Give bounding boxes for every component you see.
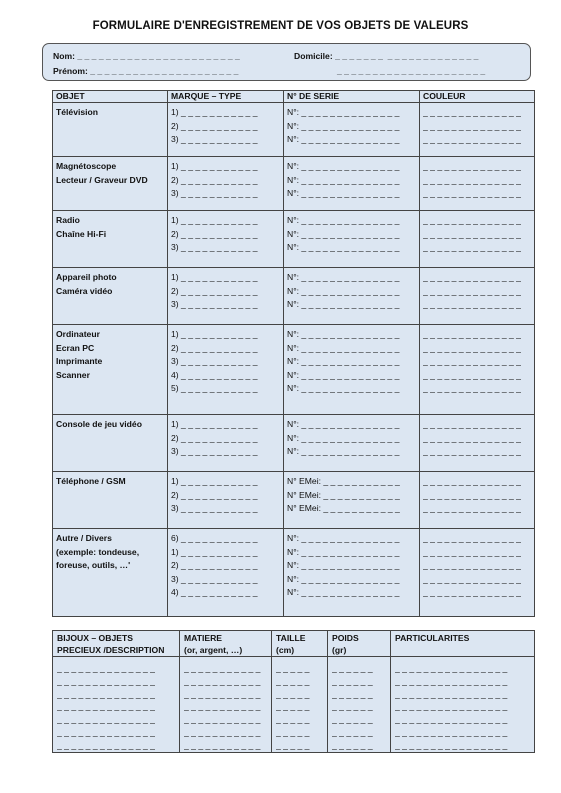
bijoux-line[interactable]: _ _ _ _ _ _ _ _ _ _ _ _ _ _: [57, 726, 155, 737]
object-cell: [53, 268, 168, 325]
couleur-line[interactable]: _ _ _ _ _ _ _ _ _ _ _ _ _ _: [423, 503, 521, 513]
poids-cell: [328, 657, 391, 753]
couleur-line[interactable]: _ _ _ _ _ _ _ _ _ _ _ _ _ _: [423, 134, 521, 144]
bijoux-line[interactable]: _ _ _ _ _: [276, 714, 310, 725]
marque-line[interactable]: 3) _ _ _ _ _ _ _ _ _ _ _: [171, 356, 258, 366]
serie-line[interactable]: N°: _ _ _ _ _ _ _ _ _ _ _ _ _ _: [287, 342, 400, 353]
bijoux-line[interactable]: _ _ _ _ _ _ _ _ _ _ _ _ _ _: [57, 701, 155, 712]
couleur-cell: [420, 157, 535, 211]
serie-cell: [284, 211, 420, 268]
object-cell: [53, 157, 168, 211]
couleur-line[interactable]: _ _ _ _ _ _ _ _ _ _ _ _ _ _: [423, 369, 521, 380]
bijoux-line[interactable]: _ _ _ _ _ _ _ _ _ _ _ _ _ _ _ _: [395, 701, 508, 712]
serie-line[interactable]: N°: _ _ _ _ _ _ _ _ _ _ _ _ _ _: [287, 329, 400, 339]
bijoux-line[interactable]: _ _ _ _ _ _: [332, 688, 373, 699]
header-objet: OBJET: [53, 91, 168, 103]
serie-line[interactable]: N°: _ _ _ _ _ _ _ _ _ _ _ _ _ _: [287, 174, 400, 185]
bijoux-line[interactable]: _ _ _ _ _ _: [332, 663, 373, 673]
marque-line[interactable]: 1) _ _ _ _ _ _ _ _ _ _ _: [171, 329, 258, 339]
header-matiere: MATIERE (or, argent, …): [180, 631, 272, 657]
marque-cell: [168, 529, 284, 617]
bijoux-line[interactable]: _ _ _ _ _ _ _ _ _ _ _: [184, 701, 261, 712]
object-row: [53, 211, 535, 268]
couleur-cell: [420, 472, 535, 529]
bijoux-line[interactable]: _ _ _ _ _: [276, 726, 310, 737]
object-cell: [53, 325, 168, 415]
serie-line[interactable]: N°: _ _ _ _ _ _ _ _ _ _ _ _ _ _: [287, 107, 400, 117]
marque-cell: [168, 211, 284, 268]
couleur-line[interactable]: _ _ _ _ _ _ _ _ _ _ _ _ _ _: [423, 342, 521, 353]
header-particularites: PARTICULARITES: [391, 631, 535, 657]
bijoux-line[interactable]: _ _ _ _ _ _ _ _ _ _ _ _ _ _: [57, 714, 155, 725]
bijoux-line[interactable]: _ _ _ _ _: [276, 701, 310, 712]
serie-line[interactable]: N°: _ _ _ _ _ _ _ _ _ _ _ _ _ _: [287, 134, 400, 144]
serie-line[interactable]: N°: _ _ _ _ _ _ _ _ _ _ _ _ _ _: [287, 299, 400, 309]
marque-line[interactable]: 3) _ _ _ _ _ _ _ _ _ _ _: [171, 573, 258, 584]
object-cell: [53, 472, 168, 529]
object-row: [53, 103, 535, 157]
couleur-line[interactable]: _ _ _ _ _ _ _ _ _ _ _ _ _ _: [423, 356, 521, 366]
object-cell: [53, 529, 168, 617]
couleur-cell: [420, 529, 535, 617]
marque-line[interactable]: 3) _ _ _ _ _ _ _ _ _ _ _: [171, 503, 258, 513]
bijoux-line[interactable]: _ _ _ _ _ _ _ _ _ _ _: [184, 688, 261, 699]
serie-line[interactable]: N°: _ _ _ _ _ _ _ _ _ _ _ _ _ _: [287, 419, 400, 429]
bijoux-line[interactable]: _ _ _ _ _: [276, 675, 310, 686]
object-cell: [53, 103, 168, 157]
description-cell: [53, 657, 180, 753]
couleur-cell: [420, 325, 535, 415]
serie-line[interactable]: N°: _ _ _ _ _ _ _ _ _ _ _ _ _ _: [287, 533, 400, 543]
bijoux-line[interactable]: _ _ _ _ _ _ _ _ _ _ _ _ _ _: [57, 739, 155, 750]
marque-cell: [168, 415, 284, 472]
serie-cell: [284, 415, 420, 472]
serie-line[interactable]: N°: _ _ _ _ _ _ _ _ _ _ _ _ _ _: [287, 560, 400, 570]
marque-line[interactable]: 1) _ _ _ _ _ _ _ _ _ _ _: [171, 272, 258, 282]
bijoux-line[interactable]: _ _ _ _ _ _ _ _ _ _ _: [184, 675, 261, 686]
bijoux-table-row: [53, 657, 535, 753]
couleur-line[interactable]: _ _ _ _ _ _ _ _ _ _ _ _ _ _: [423, 228, 521, 239]
domicile-field-line2[interactable]: _ _ _ _ _ _ _ _ _ _ _ _ _ _ _ _ _ _ _ _ _: [337, 66, 486, 76]
serie-line[interactable]: N° EMei: _ _ _ _ _ _ _ _ _ _ _: [287, 489, 400, 500]
couleur-line[interactable]: _ _ _ _ _ _ _ _ _ _ _ _ _ _: [423, 188, 521, 198]
prenom-field[interactable]: Prénom: _ _ _ _ _ _ _ _ _ _ _ _ _ _ _ _ _ _ _ _ _: [53, 66, 239, 76]
marque-cell: [168, 268, 284, 325]
header-bijoux-description: BIJOUX – OBJETS PRECIEUX /DESCRIPTION: [53, 631, 180, 657]
bijoux-line[interactable]: _ _ _ _ _ _: [332, 739, 373, 750]
marque-line[interactable]: 2) _ _ _ _ _ _ _ _ _ _ _: [171, 228, 258, 239]
bijoux-table-header: [53, 631, 535, 657]
object-row: [53, 472, 535, 529]
object-row: [53, 268, 535, 325]
object-label: Radio Chaîne Hi-Fi: [56, 215, 107, 239]
header-poids: POIDS (gr): [328, 631, 391, 657]
marque-line[interactable]: 3) _ _ _ _ _ _ _ _ _ _ _: [171, 134, 258, 144]
serie-line[interactable]: N° EMei: _ _ _ _ _ _ _ _ _ _ _: [287, 503, 400, 513]
bijoux-line[interactable]: _ _ _ _ _ _ _ _ _ _ _: [184, 663, 261, 673]
bijoux-line[interactable]: _ _ _ _ _ _ _ _ _ _ _ _ _ _ _ _: [395, 663, 508, 673]
marque-cell: [168, 103, 284, 157]
serie-line[interactable]: N°: _ _ _ _ _ _ _ _ _ _ _ _ _ _: [287, 272, 400, 282]
couleur-line[interactable]: _ _ _ _ _ _ _ _ _ _ _ _ _ _: [423, 560, 521, 570]
marque-line[interactable]: 2) _ _ _ _ _ _ _ _ _ _ _: [171, 342, 258, 353]
serie-line[interactable]: N°: _ _ _ _ _ _ _ _ _ _ _ _ _ _: [287, 188, 400, 198]
matiere-cell: [180, 657, 272, 753]
couleur-line[interactable]: _ _ _ _ _ _ _ _ _ _ _ _ _ _: [423, 446, 521, 456]
couleur-cell: [420, 211, 535, 268]
serie-line[interactable]: N° EMei: _ _ _ _ _ _ _ _ _ _ _: [287, 476, 400, 486]
couleur-line[interactable]: _ _ _ _ _ _ _ _ _ _ _ _ _ _: [423, 161, 521, 171]
couleur-line[interactable]: _ _ _ _ _ _ _ _ _ _ _ _ _ _: [423, 299, 521, 309]
serie-cell: [284, 157, 420, 211]
objects-table: [52, 90, 535, 617]
serie-line[interactable]: N°: _ _ _ _ _ _ _ _ _ _ _ _ _ _: [287, 161, 400, 171]
object-label: Console de jeu vidéo: [56, 419, 142, 429]
domicile-field[interactable]: Domicile: _ _ _ _ _ _ _ _ _ _ _ _ _ _ _ _ _ _ _ _: [294, 51, 479, 61]
couleur-line[interactable]: _ _ _ _ _ _ _ _ _ _ _ _ _ _: [423, 476, 521, 486]
marque-line[interactable]: 3) _ _ _ _ _ _ _ _ _ _ _: [171, 299, 258, 309]
object-label: Télévision: [56, 107, 99, 117]
marque-line[interactable]: 2) _ _ _ _ _ _ _ _ _ _ _: [171, 120, 258, 131]
object-row: [53, 529, 535, 617]
marque-line[interactable]: 1) _ _ _ _ _ _ _ _ _ _ _: [171, 476, 258, 486]
bijoux-line[interactable]: _ _ _ _ _ _: [332, 701, 373, 712]
serie-cell: [284, 472, 420, 529]
marque-line[interactable]: 4) _ _ _ _ _ _ _ _ _ _ _: [171, 587, 258, 597]
couleur-line[interactable]: _ _ _ _ _ _ _ _ _ _ _ _ _ _: [423, 272, 521, 282]
couleur-line[interactable]: _ _ _ _ _ _ _ _ _ _ _ _ _ _: [423, 587, 521, 597]
serie-line[interactable]: N°: _ _ _ _ _ _ _ _ _ _ _ _ _ _: [287, 573, 400, 584]
serie-line[interactable]: N°: _ _ _ _ _ _ _ _ _ _ _ _ _ _: [287, 446, 400, 456]
couleur-line[interactable]: _ _ _ _ _ _ _ _ _ _ _ _ _ _: [423, 329, 521, 339]
bijoux-line[interactable]: _ _ _ _ _ _ _ _ _ _ _ _ _ _ _ _: [395, 688, 508, 699]
object-label: Appareil photo Caméra vidéo: [56, 272, 117, 296]
couleur-line[interactable]: _ _ _ _ _ _ _ _ _ _ _ _ _ _: [423, 419, 521, 429]
object-cell: [53, 415, 168, 472]
bijoux-line[interactable]: _ _ _ _ _ _ _ _ _ _ _ _ _ _ _ _: [395, 726, 508, 737]
serie-line[interactable]: N°: _ _ _ _ _ _ _ _ _ _ _ _ _ _: [287, 432, 400, 443]
marque-line[interactable]: 3) _ _ _ _ _ _ _ _ _ _ _: [171, 446, 258, 456]
couleur-line[interactable]: _ _ _ _ _ _ _ _ _ _ _ _ _ _: [423, 120, 521, 131]
marque-line[interactable]: 4) _ _ _ _ _ _ _ _ _ _ _: [171, 369, 258, 380]
couleur-line[interactable]: _ _ _ _ _ _ _ _ _ _ _ _ _ _: [423, 174, 521, 185]
page-title: FORMULAIRE D'ENREGISTREMENT DE VOS OBJETS DE VALEURS: [92, 20, 469, 32]
couleur-line[interactable]: _ _ _ _ _ _ _ _ _ _ _ _ _ _: [423, 107, 521, 117]
bijoux-line[interactable]: _ _ _ _ _ _ _ _ _ _ _ _ _ _ _ _: [395, 714, 508, 725]
bijoux-table: [52, 630, 535, 753]
couleur-line[interactable]: _ _ _ _ _ _ _ _ _ _ _ _ _ _: [423, 242, 521, 252]
serie-line[interactable]: N°: _ _ _ _ _ _ _ _ _ _ _ _ _ _: [287, 369, 400, 380]
object-row: [53, 325, 535, 415]
object-row: [53, 415, 535, 472]
serie-cell: [284, 268, 420, 325]
marque-cell: [168, 157, 284, 211]
marque-line[interactable]: 6) _ _ _ _ _ _ _ _ _ _ _: [171, 533, 258, 543]
objects-table-header: [53, 91, 535, 103]
couleur-line[interactable]: _ _ _ _ _ _ _ _ _ _ _ _ _ _: [423, 533, 521, 543]
object-label: Ordinateur Ecran PC Imprimante Scanner: [56, 329, 103, 380]
bijoux-line[interactable]: _ _ _ _ _: [276, 688, 310, 699]
couleur-line[interactable]: _ _ _ _ _ _ _ _ _ _ _ _ _ _: [423, 215, 521, 225]
serie-line[interactable]: N°: _ _ _ _ _ _ _ _ _ _ _ _ _ _: [287, 120, 400, 131]
bijoux-line[interactable]: _ _ _ _ _ _ _ _ _ _ _ _ _ _: [57, 688, 155, 699]
marque-line[interactable]: 2) _ _ _ _ _ _ _ _ _ _ _: [171, 489, 258, 500]
couleur-line[interactable]: _ _ _ _ _ _ _ _ _ _ _ _ _ _: [423, 489, 521, 500]
marque-line[interactable]: 1) _ _ _ _ _ _ _ _ _ _ _: [171, 161, 258, 171]
taille-cell: [272, 657, 328, 753]
serie-line[interactable]: N°: _ _ _ _ _ _ _ _ _ _ _ _ _ _: [287, 215, 400, 225]
marque-line[interactable]: 2) _ _ _ _ _ _ _ _ _ _ _: [171, 432, 258, 443]
bijoux-line[interactable]: _ _ _ _ _ _ _ _ _ _ _ _ _ _ _ _: [395, 675, 508, 686]
couleur-line[interactable]: _ _ _ _ _ _ _ _ _ _ _ _ _ _: [423, 546, 521, 557]
bijoux-line[interactable]: _ _ _ _ _ _: [332, 675, 373, 686]
header-numero-serie: N° DE SERIE: [284, 91, 420, 103]
bijoux-line[interactable]: _ _ _ _ _ _ _ _ _ _ _ _ _ _: [57, 663, 155, 673]
bijoux-line[interactable]: _ _ _ _ _ _ _ _ _ _ _ _ _ _ _ _: [395, 739, 508, 750]
header-taille: TAILLE (cm): [272, 631, 328, 657]
serie-line[interactable]: N°: _ _ _ _ _ _ _ _ _ _ _ _ _ _: [287, 356, 400, 366]
marque-line[interactable]: 3) _ _ _ _ _ _ _ _ _ _ _: [171, 188, 258, 198]
marque-line[interactable]: 5) _ _ _ _ _ _ _ _ _ _ _: [171, 383, 258, 393]
object-label: Téléphone / GSM: [56, 476, 126, 486]
bijoux-line[interactable]: _ _ _ _ _ _ _ _ _ _ _: [184, 726, 261, 737]
serie-line[interactable]: N°: _ _ _ _ _ _ _ _ _ _ _ _ _ _: [287, 587, 400, 597]
marque-line[interactable]: 2) _ _ _ _ _ _ _ _ _ _ _: [171, 174, 258, 185]
couleur-cell: [420, 103, 535, 157]
marque-line[interactable]: 3) _ _ _ _ _ _ _ _ _ _ _: [171, 242, 258, 252]
couleur-line[interactable]: _ _ _ _ _ _ _ _ _ _ _ _ _ _: [423, 573, 521, 584]
marque-line[interactable]: 1) _ _ _ _ _ _ _ _ _ _ _: [171, 419, 258, 429]
serie-line[interactable]: N°: _ _ _ _ _ _ _ _ _ _ _ _ _ _: [287, 285, 400, 296]
object-row: [53, 157, 535, 211]
serie-cell: [284, 103, 420, 157]
marque-line[interactable]: 1) _ _ _ _ _ _ _ _ _ _ _: [171, 215, 258, 225]
bijoux-line[interactable]: _ _ _ _ _ _: [332, 726, 373, 737]
bijoux-line[interactable]: _ _ _ _ _ _ _ _ _ _ _: [184, 714, 261, 725]
marque-line[interactable]: 2) _ _ _ _ _ _ _ _ _ _ _: [171, 560, 258, 570]
marque-cell: [168, 325, 284, 415]
serie-line[interactable]: N°: _ _ _ _ _ _ _ _ _ _ _ _ _ _: [287, 546, 400, 557]
serie-line[interactable]: N°: _ _ _ _ _ _ _ _ _ _ _ _ _ _: [287, 242, 400, 252]
header-couleur: COULEUR: [420, 91, 535, 103]
couleur-cell: [420, 268, 535, 325]
object-label: Autre / Divers (exemple: tondeuse, foreuse, outils, …': [56, 533, 140, 570]
marque-line[interactable]: 1) _ _ _ _ _ _ _ _ _ _ _: [171, 546, 258, 557]
bijoux-line[interactable]: _ _ _ _ _ _ _ _ _ _ _ _ _ _: [57, 675, 155, 686]
object-label: Magnétoscope Lecteur / Graveur DVD: [56, 161, 148, 185]
bijoux-line[interactable]: _ _ _ _ _ _: [332, 714, 373, 725]
serie-line[interactable]: N°: _ _ _ _ _ _ _ _ _ _ _ _ _ _: [287, 383, 400, 393]
marque-line[interactable]: 1) _ _ _ _ _ _ _ _ _ _ _: [171, 107, 258, 117]
bijoux-line[interactable]: _ _ _ _ _: [276, 663, 310, 673]
marque-cell: [168, 472, 284, 529]
marque-line[interactable]: 2) _ _ _ _ _ _ _ _ _ _ _: [171, 285, 258, 296]
particularites-cell: [391, 657, 535, 753]
serie-cell: [284, 325, 420, 415]
serie-line[interactable]: N°: _ _ _ _ _ _ _ _ _ _ _ _ _ _: [287, 228, 400, 239]
header-marque-type: MARQUE – TYPE: [168, 91, 284, 103]
couleur-line[interactable]: _ _ _ _ _ _ _ _ _ _ _ _ _ _: [423, 383, 521, 393]
bijoux-line[interactable]: _ _ _ _ _ _ _ _ _ _ _: [184, 739, 261, 750]
identity-box: [42, 43, 531, 81]
nom-field[interactable]: Nom: _ _ _ _ _ _ _ _ _ _ _ _ _ _ _ _ _ _ _ _ _ _ _: [53, 51, 240, 61]
object-cell: [53, 211, 168, 268]
couleur-cell: [420, 415, 535, 472]
bijoux-line[interactable]: _ _ _ _ _: [276, 739, 310, 750]
couleur-line[interactable]: _ _ _ _ _ _ _ _ _ _ _ _ _ _: [423, 432, 521, 443]
serie-cell: [284, 529, 420, 617]
couleur-line[interactable]: _ _ _ _ _ _ _ _ _ _ _ _ _ _: [423, 285, 521, 296]
